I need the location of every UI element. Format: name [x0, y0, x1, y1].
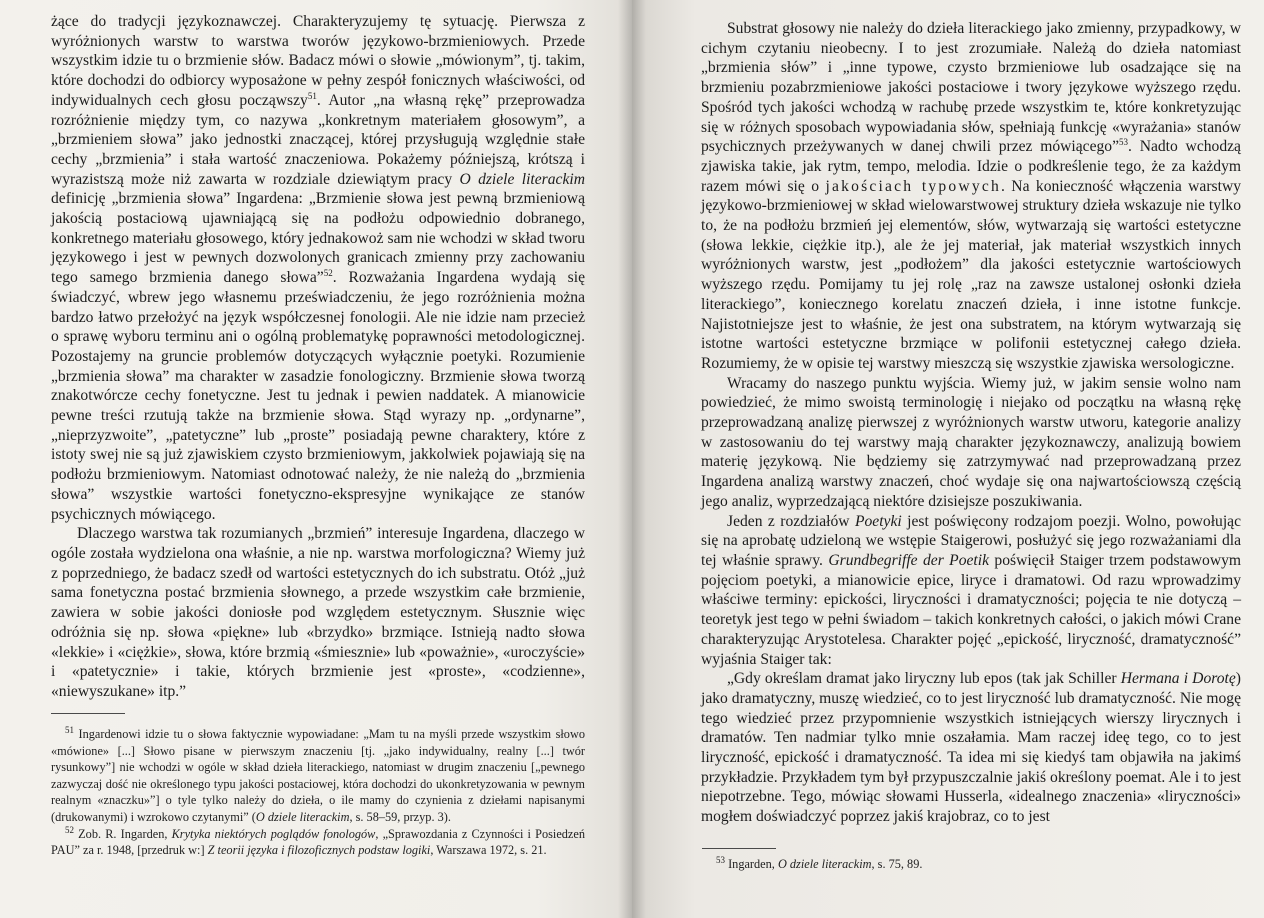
text-run: . Nadto wchodzą zjawiska takie, jak rytm, tempo, melodia. Idzie o podkreślenie tego, że za każdym razem mówi się o: [701, 138, 1241, 195]
book-gutter-shadow: [618, 0, 646, 918]
footnote-marker: 52: [65, 824, 74, 835]
footnote: [702, 856, 1242, 873]
right-page: [632, 0, 1264, 918]
text-run: Z teorii języka i filozoficznych podstaw logiki: [207, 843, 431, 858]
text-run: Ingardenowi idzie tu o słowa faktycznie wypowiadane: „Mam tu na myśli przede wszystkim słowo «mówione» [...] Słowo pisane w pierwszym znaczeniu [tj. „jako indywidualny, realny [...] twór rysunkowy”] nie wchodzi w ogóle w skład dzieła literackiego, natomiast w drugim znaczeniu [„pewnego zazwyczaj dość nie określonego typu jakości postaciowej, która dochodzi do ukonkretyzowania w pewnym realnym «znaczku»”] o tyle tylko należy do dzieła, o ile mamy do czynienia z dziełami napisanymi (drukowanymi) i wzrokowo czytanymi” (: [51, 727, 585, 824]
footnote: [51, 826, 585, 859]
paragraph: [701, 374, 1241, 512]
text-run: Zob. R. Ingarden,: [74, 826, 172, 841]
text-run: Poetyki: [854, 512, 902, 530]
right-page-body: [701, 19, 1241, 827]
text-run: . Autor „na własną rękę” przeprowadza rozróżnienie między tym, co nazywa „konkretnym materiałem głosowym”, a „brzmieniem słowa” jako jednostki znaczącej, której przysługują względnie stałe cechy „brzmienia” i stała wartość znaczeniowa. Pokażemy późniejszą, krótszą i wyrazistszą może niż zawarta w rozdziale dziewiątym pracy: [51, 91, 585, 188]
footnote-marker: 51: [65, 724, 74, 735]
text-run: Hermana i Dorotę: [1120, 670, 1236, 688]
text-run: poświęcił Staiger trzem podstawowym pojęciom poetyki, a mianowicie epice, liryce i dramatowi. Od razu wprowadzimy właściwe terminy: epickości, liryczności i dramatyczności; pojęcia te nie dotyczą – teoretyk jest tego w pełni świadom – takich konkretnych całości, o jakich mówi Crane charakteryzując Arystotelesa. Charakter pojęć „epickość, liryczność, dramatyczność” wyjaśnia Staiger tak:: [701, 551, 1242, 668]
text-run: Dlaczego warstwa tak rozumianych „brzmień” interesuje Ingardena, dlaczego w ogóle została wydzielona ona właśnie, a nie np. warstwa morfologiczna? Wiemy już z poprzedniego, że badacz szedł od wartości estetycznych do ich substratu. Otóż „już sama fonetyczna postać brzmienia słownego, a przede wszystkim całe brzmienie, zawiera w sobie jakości doniosłe pod względem estetycznym. Słusznie więc odróżnia się np. słowa «piękne» lub «brzydko» brzmiące. Istnieją nadto słowa «lekkie» i «ciężkie», słowa, które brzmią «śmiesznie» lub «poważnie», «uroczyście» i «patetycznie» i takie, których brzmienie jest «proste», «codzienne», «niewyszukane» itp.”: [51, 525, 585, 700]
text-run: żące do tradycji językoznawczej. Charakteryzujemy tę sytuację. Pierwsza z wyróżnionych warstw to warstwa tworów językowo-brzmieniowych. Przede wszystkim idzie tu o brzmienie słów. Badacz mówi o słowie „mówionym”, tj. takim, które dochodzi do odbiorcy wyposażone w pełny zespół fonicznych właściwości, od indywidualnych cech głosu począwszy: [51, 13, 585, 109]
paragraph: [51, 524, 585, 701]
footnote: [51, 726, 585, 826]
text-run: Jeden z rozdziałów: [727, 512, 855, 530]
footnote-marker: 52: [323, 267, 333, 278]
text-run: Ingarden,: [725, 857, 778, 871]
text-run: , s. 58–59, przyp. 3).: [349, 809, 451, 824]
text-run: jest poświęcony rodzajom poezji. Wolno, powołując się na aprobatę udzieloną we wstępie Staigerowi, posłużyć się jego rozważaniami dla tej właśnie sprawy.: [701, 512, 1241, 569]
text-run: O dziele literackim: [777, 857, 872, 871]
text-run: jakościach typowych: [825, 177, 1001, 195]
paragraph: [701, 19, 1241, 374]
right-page-footnotes: [702, 856, 1242, 873]
text-run: O dziele literackim: [459, 170, 585, 188]
text-run: , Warszawa 1972, s. 21.: [430, 843, 547, 858]
text-run: . Rozważania Ingardena wydają się świadczyć, wbrew jego własnemu przeświadczeniu, że jego rozróżnienia można bardzo łatwo przełożyć na język współczesnej fonologii. Ale nie idzie nam przecież o sprawę wyboru terminu ani o ogólną problematykę poprawności metodologicznej. Pozostajemy na gruncie problemów dotyczących wyłącznie poetyki. Rozumienie „brzmienia słowa” ma charakter w zasadzie fonologiczny. Brzmienie słowa tworzą znakotwórcze cechy fonetyczne. Jest tu jednak i pewien naddatek. A mianowicie pewne treści rzutują także na brzmienie słowa. Stąd wyrazy np. „ordynarne”, „nieprzyzwoite”, „patetyczne” lub „proste” posiadają pewne charaktery, które z istoty swej nie są już zjawiskiem czysto brzmieniowym, jakkolwiek pojawiają się na podłożu brzmieniowym. Natomiast odnotować należy, że nie należą do „brzmienia słowa” wszystkie wartości fonetyczno-ekspresyjne wynikające ze stanów psychicznych mówiącego.: [51, 269, 585, 523]
paragraph: [51, 12, 585, 524]
text-run: Krytyka niektórych poglądów fonologów: [171, 826, 376, 841]
text-run: definicję „brzmienia słowa” Ingardena: „Brzmienie słowa jest pewną brzmieniową jakością postaciową ujawniającą się na podłożu odpowiednio dobranego, konkretnego materiału głosowego, który jednakowoż sam nie wchodzi w skład tworu językowego i jest w pewnych dozwolonych granicach zmienny przy zachowaniu tego samego brzmienia danego słowa”: [51, 190, 585, 287]
paragraph: [701, 669, 1241, 827]
text-run: , s. 75, 89.: [871, 857, 923, 871]
footnote-marker: 53: [716, 854, 725, 865]
text-run: Grundbegriffe der Poetik: [828, 551, 990, 569]
text-run: „Gdy określam dramat jako liryczny lub epos (tak jak Schiller: [727, 670, 1121, 688]
paragraph: [701, 512, 1241, 670]
text-run: Substrat głosowy nie należy do dzieła literackiego jako zmienny, przypadkowy, w cichym czytaniu nieobecny. I to jest zrozumiałe. Należą do dzieła natomiast „brzmienia słów” i „inne typowe, czysto brzmieniowe lub osadzające się na brzmieniu pozabrzmieniowe jakości postaciowe i twory językowe wyższego rzędu. Spośród tych jakości wchodzą w rachubę przede wszystkim te, które konkretyzując się w różnych sposobach wypowiadania słów, spełniają funkcję «wyrażania» stanów psychicznych przeżywanych w danej chwili przez mówiącego”: [701, 20, 1241, 156]
text-run: ) jako dramatyczny, muszę wiedzieć, co to jest liryczność lub dramatyczność. Nie mogę tego wiedzieć przez przypomnienie wszystkich istniejących wierszy lirycznych i dramatów. Ten nadmiar tylko mnie oszałamia. Mam raczej ideę tego, co to jest liryczność, epickość i dramatyczność. Ta idea mi się kiedyś tam objawiła na jakimś przykładzie. Przykładem tym był przypuszczalnie jakiś określony poemat. Ale i to jest niepotrzebne. Tego, mówiąc słowami Husserla, «idealnego znaczenia» «liryczności» mogłem doświadczyć poprzez jakiś krajobraz, co to jest: [701, 670, 1241, 826]
footnote-separator: [51, 713, 125, 714]
left-page-body: [51, 12, 585, 702]
footnote-marker: 51: [307, 90, 317, 101]
text-run: O dziele literackim: [255, 809, 350, 824]
text-run: , „Sprawozdania z Czynności i Posiedzeń PAU” za r. 1948, [przedruk w:]: [51, 826, 585, 858]
left-page-footnotes: [51, 726, 585, 859]
text-run: . Na konieczność włączenia warstwy językowo-brzmieniowej w skład wielowarstwowej struktury dzieła wskazuje nie tylko to, że na podłożu brzmień jej elementów, słów, wytwarzają się wartości estetyczne (słowa lekkie, ciężkie itp.), ale że jej materiał, jak materiał wszystkich innych wyróżnionych warstw, jest „podłożem” dla jakości estetycznie wartościowych wyższego rzędu. Pomijamy tu jej rolę „raz na zawsze ustalonej osłonki dzieła literackiego”, koniecznego korelatu znaczeń dzieła, i inne istotne funkcje. Najistotniejsze jest to właśnie, że jest ona substratem, na którym wytwarzają się istotne wartości estetyczne brzmiące w polifonii estetycznej całego dzieła. Rozumiemy, że w opisie tej warstwy mieszczą się wszystkie zjawiska wersologiczne.: [701, 177, 1241, 372]
footnote-separator: [702, 848, 776, 849]
text-run: Wracamy do naszego punktu wyjścia. Wiemy już, w jakim sensie wolno nam powiedzieć, że mimo swoistą terminologię i niejako od początku na własną rękę przeprowadzaną analizę pierwszej z wyróżnionych warstw utworu, kategorie analizy w zastosowaniu do tej warstwy mają charakter językoznawczy, analizują bowiem materię językową. Nie będziemy się zatrzymywać nad przeprowadzaną przez Ingardena analizą warstwy znaczeń, choć wydaje się ona najwartościowszą częścią jego analiz, wyprzedzającą niektóre dzisiejsze poszukiwania.: [701, 374, 1241, 510]
footnote-marker: 53: [1119, 137, 1129, 148]
